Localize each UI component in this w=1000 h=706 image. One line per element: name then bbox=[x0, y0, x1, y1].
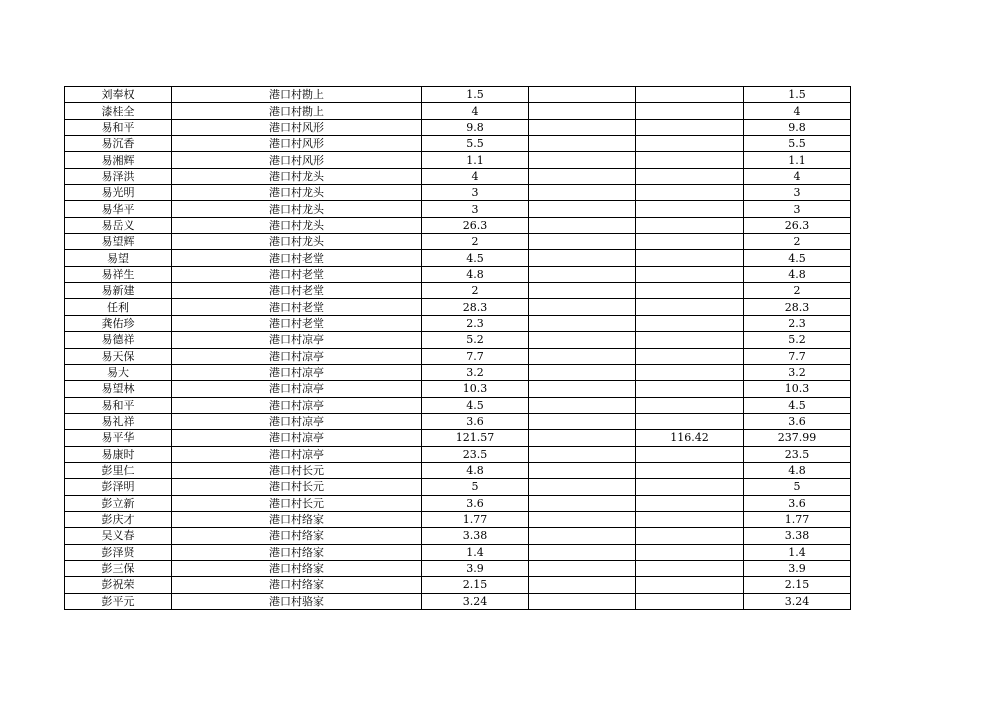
table-row bbox=[65, 283, 851, 299]
name-cell: 彭泽贤 bbox=[65, 544, 172, 560]
place-cell: 港口村凉亭 bbox=[172, 348, 422, 364]
area-cell: 4.5 bbox=[422, 397, 529, 413]
other-cell bbox=[636, 381, 744, 397]
data-table bbox=[64, 86, 851, 610]
table-row bbox=[65, 332, 851, 348]
total-cell: 4 bbox=[744, 168, 851, 184]
table-row bbox=[65, 397, 851, 413]
name-cell: 易望林 bbox=[65, 381, 172, 397]
extra-cell bbox=[529, 593, 636, 609]
other-cell bbox=[636, 201, 744, 217]
other-cell bbox=[636, 315, 744, 331]
other-cell bbox=[636, 544, 744, 560]
area-cell: 10.3 bbox=[422, 381, 529, 397]
extra-cell bbox=[529, 332, 636, 348]
name-cell: 易德祥 bbox=[65, 332, 172, 348]
other-cell bbox=[636, 593, 744, 609]
total-cell: 1.77 bbox=[744, 511, 851, 527]
name-cell: 易泽洪 bbox=[65, 168, 172, 184]
extra-cell bbox=[529, 250, 636, 266]
extra-cell bbox=[529, 577, 636, 593]
table-row bbox=[65, 381, 851, 397]
other-cell bbox=[636, 332, 744, 348]
name-cell: 彭庆才 bbox=[65, 511, 172, 527]
table-row bbox=[65, 479, 851, 495]
total-cell: 3.6 bbox=[744, 495, 851, 511]
table-row bbox=[65, 299, 851, 315]
area-cell: 23.5 bbox=[422, 446, 529, 462]
extra-cell bbox=[529, 560, 636, 576]
area-cell: 28.3 bbox=[422, 299, 529, 315]
name-cell: 易望 bbox=[65, 250, 172, 266]
table-row bbox=[65, 315, 851, 331]
table-body bbox=[65, 87, 851, 610]
total-cell: 10.3 bbox=[744, 381, 851, 397]
place-cell: 港口村凉亭 bbox=[172, 446, 422, 462]
total-cell: 4.5 bbox=[744, 397, 851, 413]
total-cell: 2.15 bbox=[744, 577, 851, 593]
place-cell: 港口村凉亭 bbox=[172, 364, 422, 380]
extra-cell bbox=[529, 544, 636, 560]
place-cell: 港口村风形 bbox=[172, 119, 422, 135]
extra-cell bbox=[529, 430, 636, 446]
other-cell bbox=[636, 446, 744, 462]
area-cell: 5 bbox=[422, 479, 529, 495]
name-cell: 易光明 bbox=[65, 185, 172, 201]
total-cell: 1.1 bbox=[744, 152, 851, 168]
extra-cell bbox=[529, 462, 636, 478]
name-cell: 吴义春 bbox=[65, 528, 172, 544]
total-cell: 26.3 bbox=[744, 217, 851, 233]
total-cell: 28.3 bbox=[744, 299, 851, 315]
place-cell: 港口村络家 bbox=[172, 511, 422, 527]
area-cell: 1.77 bbox=[422, 511, 529, 527]
other-cell bbox=[636, 479, 744, 495]
total-cell: 7.7 bbox=[744, 348, 851, 364]
area-cell: 3 bbox=[422, 201, 529, 217]
extra-cell bbox=[529, 495, 636, 511]
place-cell: 港口村龙头 bbox=[172, 201, 422, 217]
table-row bbox=[65, 495, 851, 511]
other-cell bbox=[636, 397, 744, 413]
table-row bbox=[65, 136, 851, 152]
place-cell: 港口村龙头 bbox=[172, 185, 422, 201]
extra-cell bbox=[529, 299, 636, 315]
area-cell: 4 bbox=[422, 168, 529, 184]
area-cell: 2 bbox=[422, 283, 529, 299]
total-cell: 3.2 bbox=[744, 364, 851, 380]
table-row bbox=[65, 593, 851, 609]
table-row bbox=[65, 250, 851, 266]
other-cell bbox=[636, 152, 744, 168]
extra-cell bbox=[529, 152, 636, 168]
place-cell: 港口村老堂 bbox=[172, 266, 422, 282]
name-cell: 刘奉权 bbox=[65, 87, 172, 103]
other-cell bbox=[636, 136, 744, 152]
place-cell: 港口村长元 bbox=[172, 462, 422, 478]
name-cell: 易和平 bbox=[65, 119, 172, 135]
table-row bbox=[65, 201, 851, 217]
total-cell: 4 bbox=[744, 103, 851, 119]
table-row bbox=[65, 234, 851, 250]
extra-cell bbox=[529, 234, 636, 250]
extra-cell bbox=[529, 348, 636, 364]
table-row bbox=[65, 430, 851, 446]
area-cell: 9.8 bbox=[422, 119, 529, 135]
area-cell: 3 bbox=[422, 185, 529, 201]
place-cell: 港口村老堂 bbox=[172, 315, 422, 331]
other-cell bbox=[636, 495, 744, 511]
total-cell: 3 bbox=[744, 185, 851, 201]
place-cell: 港口村凉亭 bbox=[172, 381, 422, 397]
name-cell: 漆桂全 bbox=[65, 103, 172, 119]
place-cell: 港口村络家 bbox=[172, 560, 422, 576]
table-row bbox=[65, 577, 851, 593]
area-cell: 4 bbox=[422, 103, 529, 119]
total-cell: 5.2 bbox=[744, 332, 851, 348]
other-cell bbox=[636, 185, 744, 201]
area-cell: 7.7 bbox=[422, 348, 529, 364]
table-row bbox=[65, 413, 851, 429]
total-cell: 4.5 bbox=[744, 250, 851, 266]
total-cell: 3.24 bbox=[744, 593, 851, 609]
area-cell: 5.2 bbox=[422, 332, 529, 348]
name-cell: 彭平元 bbox=[65, 593, 172, 609]
name-cell: 易湘辉 bbox=[65, 152, 172, 168]
area-cell: 4.8 bbox=[422, 462, 529, 478]
area-cell: 3.38 bbox=[422, 528, 529, 544]
table-row bbox=[65, 87, 851, 103]
total-cell: 5 bbox=[744, 479, 851, 495]
total-cell: 9.8 bbox=[744, 119, 851, 135]
other-cell bbox=[636, 348, 744, 364]
area-cell: 121.57 bbox=[422, 430, 529, 446]
extra-cell bbox=[529, 283, 636, 299]
area-cell: 1.1 bbox=[422, 152, 529, 168]
other-cell bbox=[636, 168, 744, 184]
name-cell: 易望辉 bbox=[65, 234, 172, 250]
other-cell bbox=[636, 234, 744, 250]
extra-cell bbox=[529, 315, 636, 331]
table-row bbox=[65, 217, 851, 233]
table-row bbox=[65, 560, 851, 576]
name-cell: 易华平 bbox=[65, 201, 172, 217]
place-cell: 港口村老堂 bbox=[172, 250, 422, 266]
place-cell: 港口村勘上 bbox=[172, 87, 422, 103]
total-cell: 1.4 bbox=[744, 544, 851, 560]
other-cell bbox=[636, 577, 744, 593]
total-cell: 1.5 bbox=[744, 87, 851, 103]
place-cell: 港口村龙头 bbox=[172, 168, 422, 184]
area-cell: 26.3 bbox=[422, 217, 529, 233]
total-cell: 237.99 bbox=[744, 430, 851, 446]
table-row bbox=[65, 152, 851, 168]
table-row bbox=[65, 364, 851, 380]
table-row bbox=[65, 103, 851, 119]
place-cell: 港口村风形 bbox=[172, 152, 422, 168]
other-cell bbox=[636, 528, 744, 544]
place-cell: 港口村络家 bbox=[172, 544, 422, 560]
extra-cell bbox=[529, 381, 636, 397]
total-cell: 2 bbox=[744, 283, 851, 299]
place-cell: 港口村络家 bbox=[172, 528, 422, 544]
other-cell bbox=[636, 250, 744, 266]
total-cell: 3.38 bbox=[744, 528, 851, 544]
place-cell: 港口村长元 bbox=[172, 479, 422, 495]
extra-cell bbox=[529, 103, 636, 119]
table-row bbox=[65, 266, 851, 282]
extra-cell bbox=[529, 511, 636, 527]
other-cell bbox=[636, 560, 744, 576]
area-cell: 3.6 bbox=[422, 495, 529, 511]
place-cell: 港口村老堂 bbox=[172, 283, 422, 299]
name-cell: 任利 bbox=[65, 299, 172, 315]
place-cell: 港口村凉亭 bbox=[172, 413, 422, 429]
other-cell bbox=[636, 413, 744, 429]
place-cell: 港口村龙头 bbox=[172, 217, 422, 233]
extra-cell bbox=[529, 201, 636, 217]
area-cell: 4.5 bbox=[422, 250, 529, 266]
extra-cell bbox=[529, 446, 636, 462]
other-cell bbox=[636, 462, 744, 478]
extra-cell bbox=[529, 217, 636, 233]
table-row bbox=[65, 168, 851, 184]
extra-cell bbox=[529, 168, 636, 184]
place-cell: 港口村龙头 bbox=[172, 234, 422, 250]
name-cell: 易平华 bbox=[65, 430, 172, 446]
other-cell bbox=[636, 364, 744, 380]
extra-cell bbox=[529, 397, 636, 413]
name-cell: 易祥生 bbox=[65, 266, 172, 282]
extra-cell bbox=[529, 413, 636, 429]
area-cell: 1.4 bbox=[422, 544, 529, 560]
other-cell bbox=[636, 266, 744, 282]
other-cell bbox=[636, 87, 744, 103]
extra-cell bbox=[529, 479, 636, 495]
name-cell: 龚佑珍 bbox=[65, 315, 172, 331]
other-cell bbox=[636, 511, 744, 527]
table-row bbox=[65, 528, 851, 544]
total-cell: 3.9 bbox=[744, 560, 851, 576]
area-cell: 3.6 bbox=[422, 413, 529, 429]
other-cell bbox=[636, 283, 744, 299]
area-cell: 3.9 bbox=[422, 560, 529, 576]
area-cell: 4.8 bbox=[422, 266, 529, 282]
total-cell: 2.3 bbox=[744, 315, 851, 331]
extra-cell bbox=[529, 136, 636, 152]
place-cell: 港口村凉亭 bbox=[172, 332, 422, 348]
place-cell: 港口村风形 bbox=[172, 136, 422, 152]
name-cell: 易沉香 bbox=[65, 136, 172, 152]
area-cell: 2.3 bbox=[422, 315, 529, 331]
other-cell: 116.42 bbox=[636, 430, 744, 446]
name-cell: 易大 bbox=[65, 364, 172, 380]
extra-cell bbox=[529, 87, 636, 103]
total-cell: 3.6 bbox=[744, 413, 851, 429]
total-cell: 5.5 bbox=[744, 136, 851, 152]
table-row bbox=[65, 119, 851, 135]
total-cell: 4.8 bbox=[744, 266, 851, 282]
total-cell: 23.5 bbox=[744, 446, 851, 462]
name-cell: 彭三保 bbox=[65, 560, 172, 576]
area-cell: 3.24 bbox=[422, 593, 529, 609]
extra-cell bbox=[529, 185, 636, 201]
name-cell: 易康时 bbox=[65, 446, 172, 462]
extra-cell bbox=[529, 364, 636, 380]
area-cell: 2.15 bbox=[422, 577, 529, 593]
area-cell: 1.5 bbox=[422, 87, 529, 103]
table-row bbox=[65, 511, 851, 527]
other-cell bbox=[636, 119, 744, 135]
place-cell: 港口村骆家 bbox=[172, 593, 422, 609]
other-cell bbox=[636, 103, 744, 119]
name-cell: 彭祝荣 bbox=[65, 577, 172, 593]
name-cell: 易礼祥 bbox=[65, 413, 172, 429]
total-cell: 3 bbox=[744, 201, 851, 217]
extra-cell bbox=[529, 119, 636, 135]
name-cell: 易和平 bbox=[65, 397, 172, 413]
table-row bbox=[65, 348, 851, 364]
table-row bbox=[65, 446, 851, 462]
place-cell: 港口村长元 bbox=[172, 495, 422, 511]
total-cell: 2 bbox=[744, 234, 851, 250]
place-cell: 港口村络家 bbox=[172, 577, 422, 593]
name-cell: 彭立新 bbox=[65, 495, 172, 511]
table-row bbox=[65, 544, 851, 560]
table-row bbox=[65, 462, 851, 478]
name-cell: 易新建 bbox=[65, 283, 172, 299]
area-cell: 5.5 bbox=[422, 136, 529, 152]
place-cell: 港口村勘上 bbox=[172, 103, 422, 119]
name-cell: 易岳义 bbox=[65, 217, 172, 233]
place-cell: 港口村老堂 bbox=[172, 299, 422, 315]
area-cell: 2 bbox=[422, 234, 529, 250]
other-cell bbox=[636, 217, 744, 233]
name-cell: 彭泽明 bbox=[65, 479, 172, 495]
name-cell: 易天保 bbox=[65, 348, 172, 364]
extra-cell bbox=[529, 528, 636, 544]
place-cell: 港口村凉亭 bbox=[172, 397, 422, 413]
other-cell bbox=[636, 299, 744, 315]
place-cell: 港口村凉亭 bbox=[172, 430, 422, 446]
extra-cell bbox=[529, 266, 636, 282]
table-row bbox=[65, 185, 851, 201]
name-cell: 彭里仁 bbox=[65, 462, 172, 478]
area-cell: 3.2 bbox=[422, 364, 529, 380]
total-cell: 4.8 bbox=[744, 462, 851, 478]
